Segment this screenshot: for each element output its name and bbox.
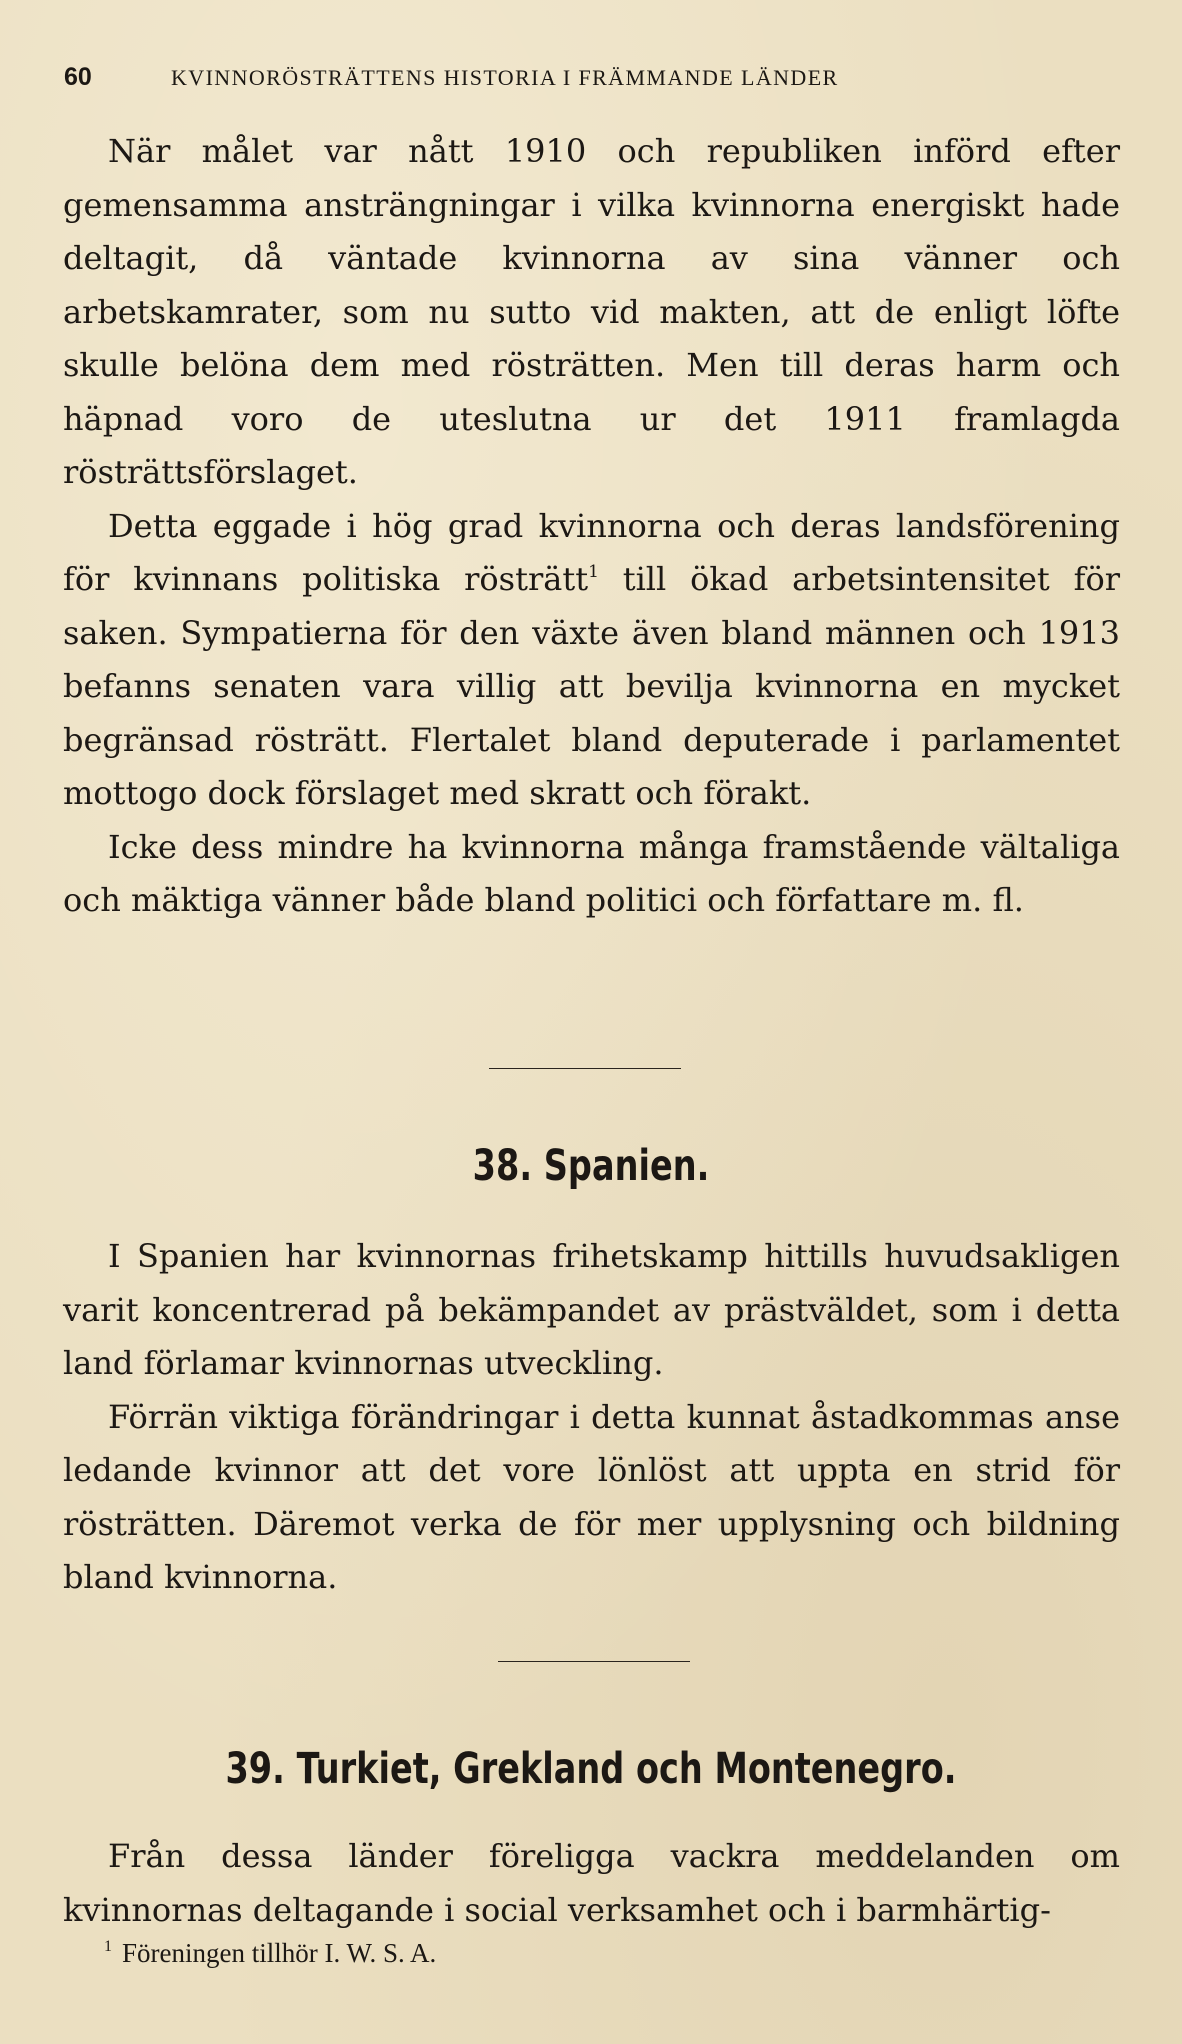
continuation-text: [63, 125, 1120, 928]
paragraph-with-footnote: [63, 500, 1120, 821]
running-title: KVINNORÖSTRÄTTENS HISTORIA I FRÄMMANDE LÄNDER: [171, 65, 839, 90]
footnote-text: Föreningen tillhör I. W. S. A.: [122, 1938, 437, 1968]
section-text: [63, 1230, 1120, 1605]
page-number: 60: [64, 63, 92, 91]
section-divider: [489, 1068, 681, 1069]
paragraph: Icke dess mindre ha kvinnorna många framstående vältaliga och mäktiga vänner både bland politici och författare m. fl.: [63, 827, 1120, 919]
footnote-mark: 1: [104, 1938, 112, 1955]
paragraph: När målet var nått 1910 och republiken införd efter gemensamma ansträngningar i vilka kvinnorna energiskt hade deltagit, då väntade kvinnorna av sina vänner och arbetskamrater, som nu sutto vid makten, att de enligt löfte skulle belöna dem med rösträtten. Men till deras harm och häpnad voro de uteslutna ur det 1911 framlagda rösträttsförslaget.: [63, 132, 1120, 491]
paragraph: Från dessa länder föreligga vackra meddelanden om kvinnornas deltagande i social verksamhet och i barmhärtig-: [63, 1837, 1120, 1929]
running-header: [64, 60, 1124, 94]
footnote: [104, 1933, 436, 1973]
section-divider: [498, 1661, 690, 1662]
paragraph: Förrän viktiga förändringar i detta kunnat åstadkommas anse ledande kvinnor att det vore lönlöst att uppta en strid för rösträtten. Däremot verka de för mer upplysning och bildning bland kvinnorna.: [63, 1397, 1120, 1596]
section-heading: 38. Spanien.: [472, 1141, 710, 1191]
footnote-reference: 1: [588, 562, 599, 582]
section-text: [63, 1830, 1120, 1937]
paragraph-text: till ökad arbetsintensitet för saken. Sympatierna för den växte även bland männen och 1913 befanns senaten vara villig att bevilja kvinnorna en mycket begränsad rösträtt. Flertalet bland deputerade i parlamentet mottogo dock förslaget med skratt och förakt.: [63, 560, 1121, 812]
section-heading: 39. Turkiet, Grekland och Montenegro.: [225, 1744, 957, 1794]
paragraph-text: Detta eggade i hög grad kvinnorna och deras landsförening för kvinnans politiska rösträtt: [63, 506, 1120, 598]
paragraph: I Spanien har kvinnornas frihetskamp hittills huvudsakligen varit koncentrerad på bekämpandet av prästväldet, som i detta land förlamar kvinnornas utveckling.: [63, 1237, 1120, 1382]
